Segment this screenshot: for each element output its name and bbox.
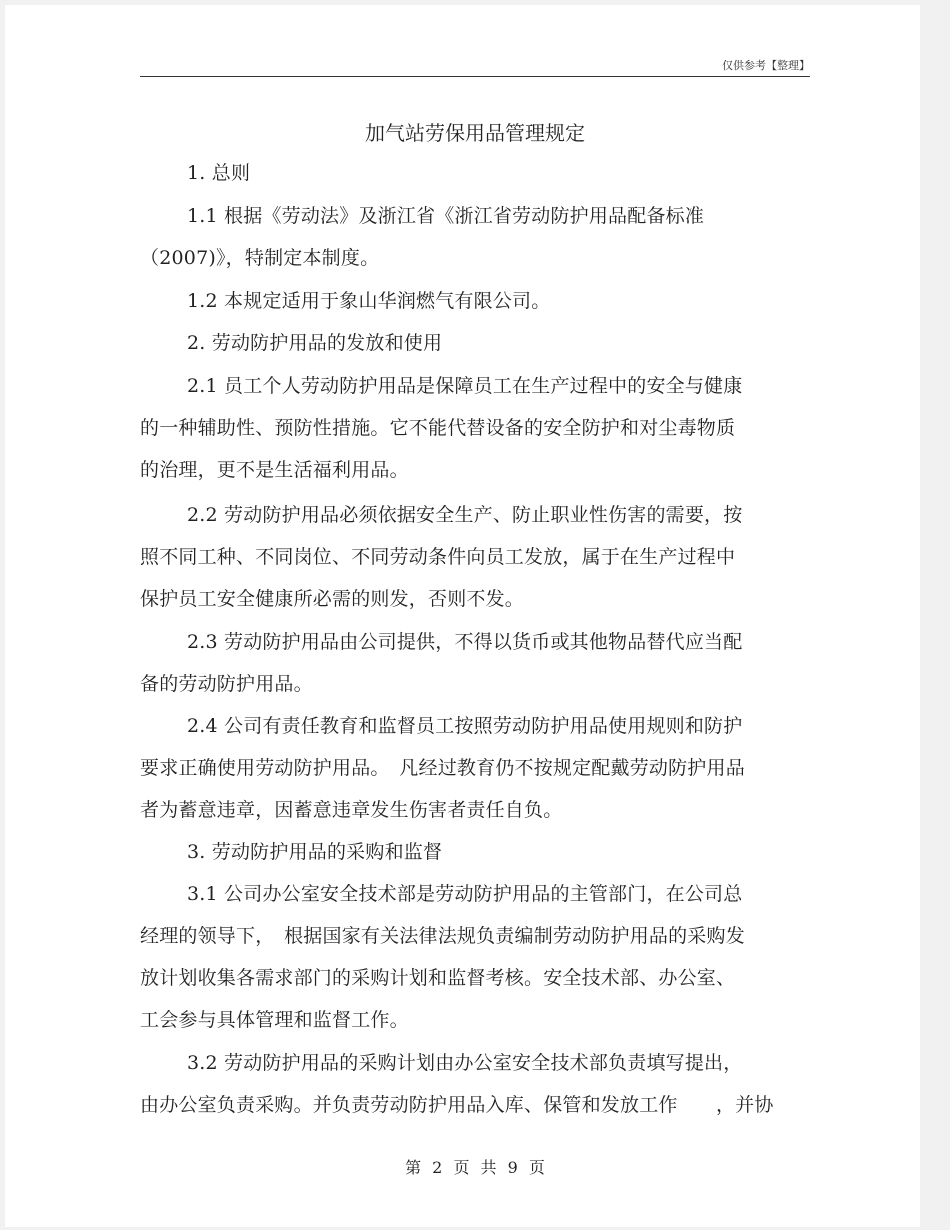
- paragraph-line: 3.2 劳动防护用品的采购计划由办公室安全技术部负责填写提出，: [187, 1052, 743, 1074]
- paragraph-2-2: [140, 494, 820, 620]
- section-heading-1: [140, 152, 820, 194]
- section-heading-3: [140, 831, 820, 873]
- paragraph-line: 备的劳动防护用品。: [140, 673, 313, 695]
- paragraph-line: 保护员工安全健康所必需的则发，否则不发。: [140, 588, 525, 610]
- paragraph-1-2: [140, 280, 820, 322]
- paragraph-2-1: [140, 365, 820, 491]
- paragraph-line: 1.2 本规定适用于象山华润燃气有限公司。: [187, 290, 551, 312]
- section-heading-2: [140, 322, 820, 364]
- paragraph-3-2: [140, 1042, 820, 1126]
- header-note: 仅供参考【整理】: [722, 59, 810, 72]
- paragraph-2-3: [140, 621, 820, 705]
- paragraph-line: 3. 劳动防护用品的采购和监督: [187, 841, 443, 863]
- paragraph-line: 3.1 公司办公室安全技术部是劳动防护用品的主管部门，在公司总: [187, 883, 743, 905]
- paragraph-line: 要求正确使用劳动防护用品。 凡经过教育仍不按规定配戴劳动防护用品: [140, 757, 745, 779]
- header-divider: [140, 76, 810, 77]
- paragraph-line: 的一种辅助性、预防性措施。它不能代替设备的安全防护和对尘毒物质: [140, 417, 736, 439]
- paragraph-line: 的治理，更不是生活福利用品。: [140, 459, 409, 481]
- paragraph-line: 1.1 根据《劳动法》及浙江省《浙江省劳动防护用品配备标准: [187, 205, 705, 227]
- paragraph-line: 2.2 劳动防护用品必须依据安全生产、防止职业性伤害的需要，按: [187, 504, 743, 526]
- paragraph-line: 照不同工种、不同岗位、不同劳动条件向员工发放，属于在生产过程中: [140, 546, 736, 568]
- paragraph-line: 由办公室负责采购。并负责劳动防护用品入库、保管和发放工作 ，并协: [140, 1094, 774, 1116]
- paragraph-line: 经理的领导下， 根据国家有关法律法规负责编制劳动防护用品的采购发: [140, 925, 745, 947]
- paragraph-line: 1. 总则: [187, 162, 251, 184]
- paragraph-2-4: [140, 705, 820, 831]
- paragraph-line: （2007)》，特制定本制度。: [140, 247, 380, 269]
- paragraph-line: 2. 劳动防护用品的发放和使用: [187, 332, 443, 354]
- paragraph-1-1: [140, 195, 820, 279]
- paragraph-3-1: [140, 873, 820, 1041]
- paragraph-line: 2.4 公司有责任教育和监督员工按照劳动防护用品使用规则和防护: [187, 715, 743, 737]
- paragraph-line: 工会参与具体管理和监督工作。: [140, 1009, 409, 1031]
- paragraph-line: 放计划收集各需求部门的采购计划和监督考核。安全技术部、办公室、: [140, 967, 736, 989]
- document-title: 加气站劳保用品管理规定: [365, 121, 585, 145]
- page-number: 第 2 页 共 9 页: [405, 1158, 545, 1177]
- paragraph-line: 者为蓄意违章，因蓄意违章发生伤害者责任自负。: [140, 799, 563, 821]
- paragraph-line: 2.3 劳动防护用品由公司提供，不得以货币或其他物品替代应当配: [187, 631, 743, 653]
- paragraph-line: 2.1 员工个人劳动防护用品是保障员工在生产过程中的安全与健康: [187, 375, 743, 397]
